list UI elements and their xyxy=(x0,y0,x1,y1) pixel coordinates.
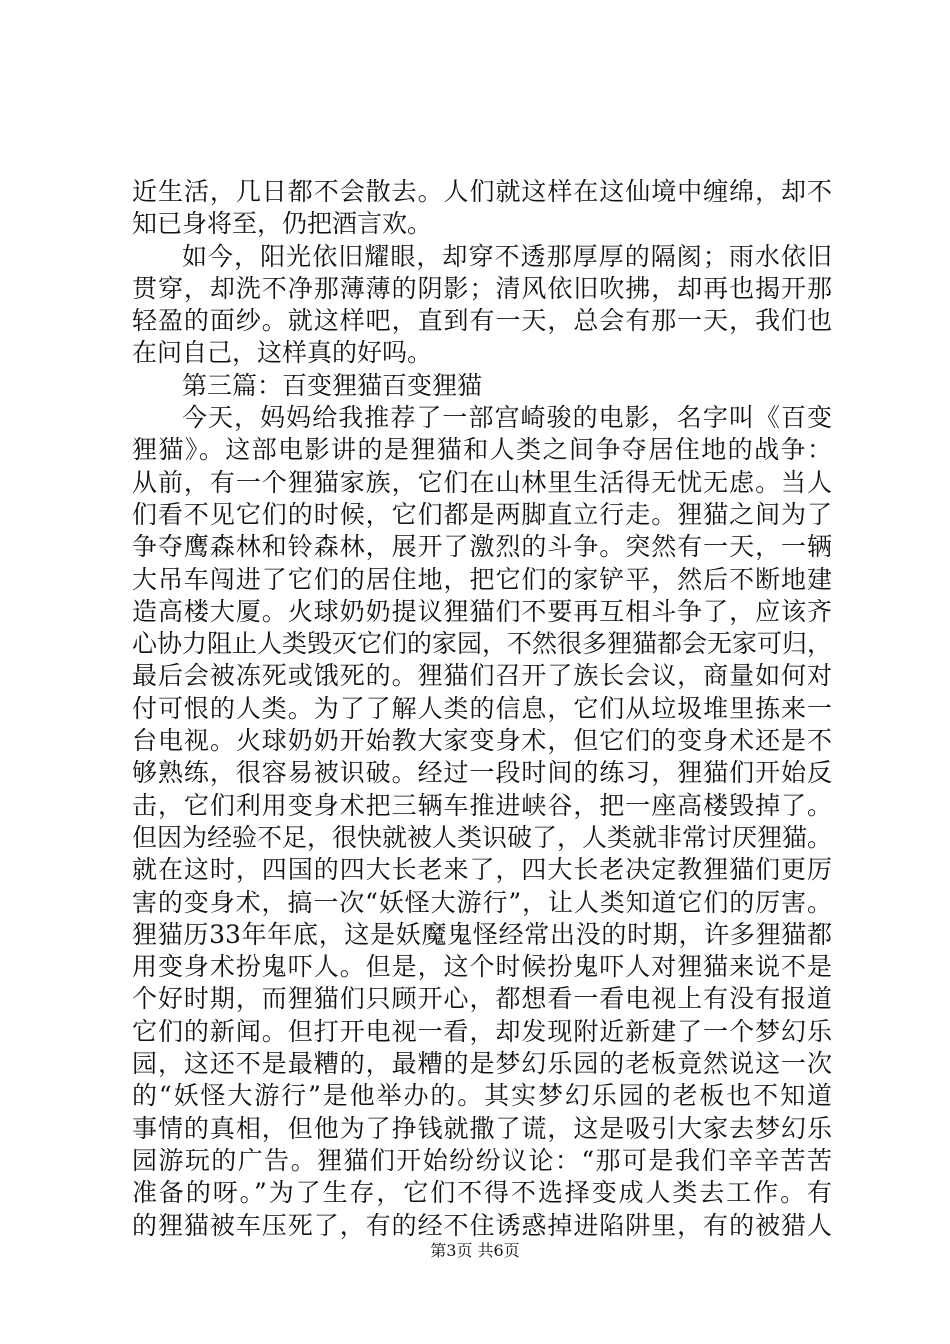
page-number-footer: 第3页 共6页 xyxy=(430,1241,520,1260)
section-heading: 第三篇：百变狸猫百变狸猫 xyxy=(182,370,483,400)
text-line: 狸猫》。这部电影讲的是狸猫和人类之间争夺居住地的战争： xyxy=(132,435,832,465)
text-line: 在问自己，这样真的好吗。 xyxy=(132,338,433,368)
text-line: 从前，有一个狸猫家族，它们在山林里生活得无忧无虑。当人 xyxy=(132,467,832,497)
text-line: 造高楼大厦。火球奶奶提议狸猫们不要再互相斗争了，应该齐 xyxy=(132,596,832,626)
text-line: 害的变身术，搞一次“妖怪大游行”，让人类知道它们的厉害。 xyxy=(132,887,832,917)
text-line: 园游玩的广告。狸猫们开始纷纷议论：“那可是我们辛辛苦苦 xyxy=(132,1145,832,1175)
document-body xyxy=(132,176,832,1242)
text-line: 知已身将至，仍把酒言欢。 xyxy=(132,209,433,239)
text-line: 付可恨的人类。为了了解人类的信息，它们从垃圾堆里拣来一 xyxy=(132,693,832,723)
text-line: 园，这还不是最糟的，最糟的是梦幻乐园的老板竟然说这一次 xyxy=(132,1049,832,1079)
text-line: 事情的真相，但他为了挣钱就撒了谎，这是吸引大家去梦幻乐 xyxy=(132,1113,832,1143)
text-line: 们看不见它们的时候，它们都是两脚直立行走。狸猫之间为了 xyxy=(132,499,832,529)
text-line: 狸猫历33年年底，这是妖魔鬼怪经常出没的时期，许多狸猫都 xyxy=(132,919,832,949)
text-line: 轻盈的面纱。就这样吧，直到有一天，总会有那一天，我们也 xyxy=(132,306,832,336)
text-line: 准备的呀。”为了生存，它们不得不选择变成人类去工作。有 xyxy=(132,1178,832,1208)
text-line: 就在这时，四国的四大长老来了，四大长老决定教狸猫们更厉 xyxy=(132,855,832,885)
text-line: 的狸猫被车压死了，有的经不住诱惑掉进陷阱里，有的被猎人 xyxy=(132,1210,832,1240)
text-line: 争夺鹰森林和铃森林，展开了激烈的斗争。突然有一天，一辆 xyxy=(132,532,832,562)
text-line: 的“妖怪大游行”是他举办的。其实梦幻乐园的老板也不知道 xyxy=(132,1081,832,1111)
paragraph-first-line: 如今，阳光依旧耀眼，却穿不透那厚厚的隔阂；雨水依旧 xyxy=(182,241,832,271)
paragraph-first-line: 今天，妈妈给我推荐了一部宫崎骏的电影，名字叫《百变 xyxy=(182,403,832,433)
text-line: 贯穿，却洗不净那薄薄的阴影；清风依旧吹拂，却再也揭开那 xyxy=(132,273,832,303)
text-line: 但因为经验不足，很快就被人类识破了，人类就非常讨厌狸猫。 xyxy=(132,822,832,852)
text-line: 大吊车闯进了它们的居住地，把它们的家铲平，然后不断地建 xyxy=(132,564,832,594)
text-line: 用变身术扮鬼吓人。但是，这个时候扮鬼吓人对狸猫来说不是 xyxy=(132,952,832,982)
text-line: 最后会被冻死或饿死的。狸猫们召开了族长会议，商量如何对 xyxy=(132,661,832,691)
text-line: 够熟练，很容易被识破。经过一段时间的练习，狸猫们开始反 xyxy=(132,758,832,788)
text-line: 个好时期，而狸猫们只顾开心，都想看一看电视上有没有报道 xyxy=(132,984,832,1014)
text-line: 台电视。火球奶奶开始教大家变身术，但它们的变身术还是不 xyxy=(132,726,832,756)
text-line: 它们的新闻。但打开电视一看，却发现附近新建了一个梦幻乐 xyxy=(132,1016,832,1046)
text-line: 击，它们利用变身术把三辆车推进峡谷，把一座高楼毁掉了。 xyxy=(132,790,832,820)
text-line: 心协力阻止人类毁灭它们的家园，不然很多狸猫都会无家可归， xyxy=(132,629,832,659)
text-line: 近生活，几日都不会散去。人们就这样在这仙境中缠绵，却不 xyxy=(132,177,832,206)
